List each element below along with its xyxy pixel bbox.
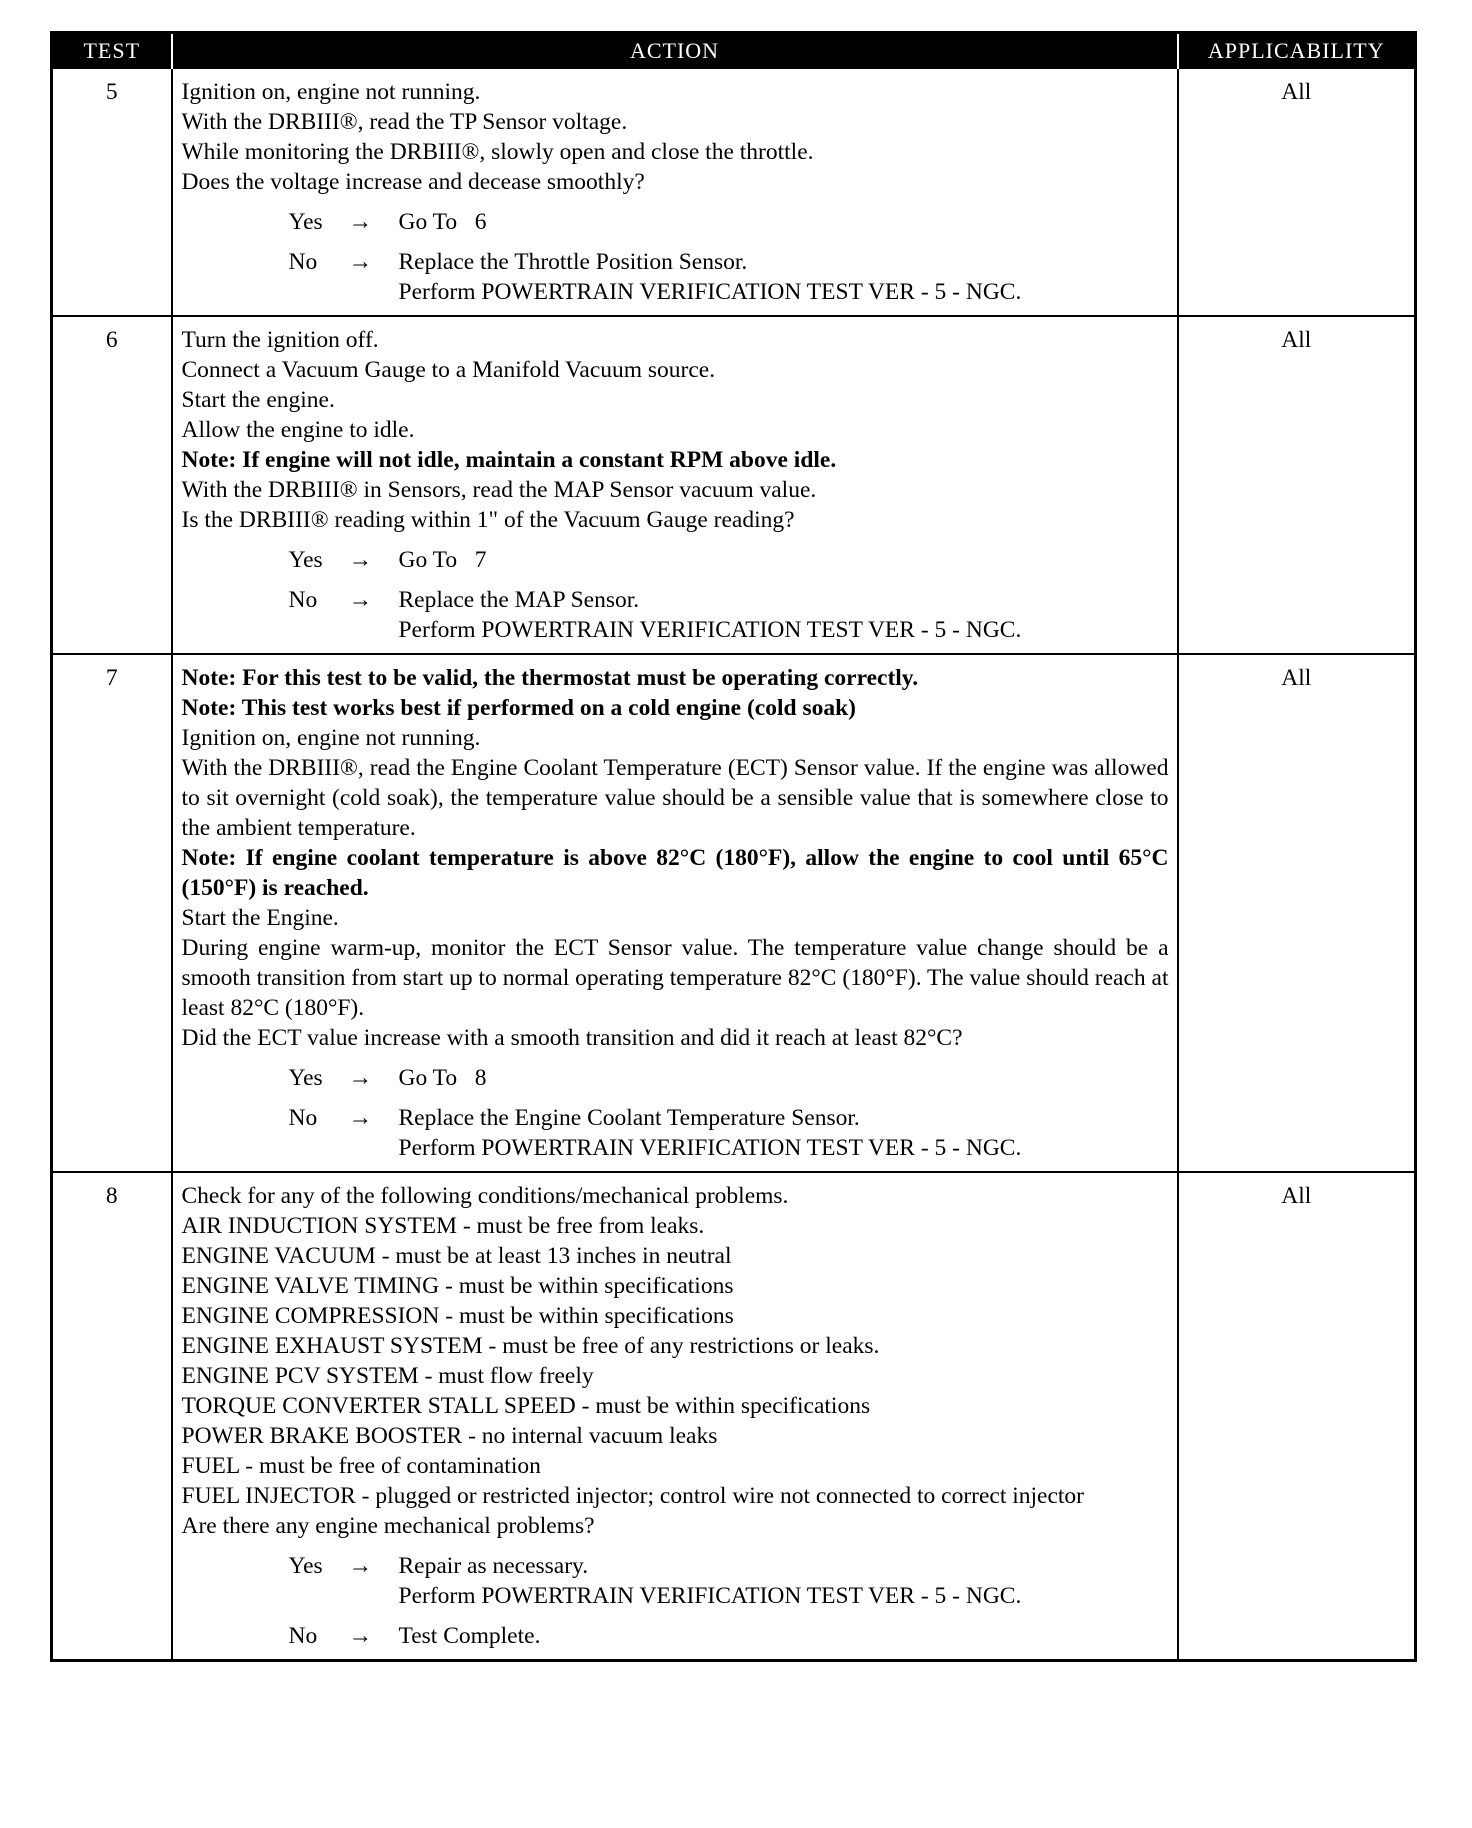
- test-action: [172, 68, 1178, 316]
- action-line: Check for any of the following conditions/mechanical problems.: [181, 1183, 789, 1209]
- no-label: No: [288, 1623, 318, 1649]
- action-line: AIR INDUCTION SYSTEM - must be free from leaks.: [181, 1213, 705, 1239]
- yes-label: Yes: [288, 547, 323, 573]
- test-number: 5: [52, 68, 172, 316]
- yes-action-followup: Perform POWERTRAIN VERIFICATION TEST VER - 5 - NGC.: [398, 1583, 1022, 1609]
- yes-action: Go To 7: [398, 547, 487, 573]
- action-line: Is the DRBIII® reading within 1" of the Vacuum Gauge reading?: [181, 507, 795, 533]
- test-applicability: All: [1178, 654, 1416, 1172]
- action-line: During engine warm-up, monitor the ECT Sensor value. The temperature value change should be a smooth transition from start up to normal operating temperature 82°C (180°F). The value should reach at least 82°C (180°F).: [181, 935, 1169, 1021]
- test-action: [172, 1172, 1178, 1661]
- table-row: [52, 68, 1416, 316]
- action-note: Note: If engine will not idle, maintain a constant RPM above idle.: [181, 447, 837, 473]
- yes-action: Go To 8: [398, 1065, 487, 1091]
- action-line: FUEL - must be free of contamination: [181, 1453, 541, 1479]
- no-action-followup: Perform POWERTRAIN VERIFICATION TEST VER - 5 - NGC.: [398, 279, 1022, 305]
- arrow-icon: →: [348, 249, 372, 275]
- action-line: ENGINE COMPRESSION - must be within specifications: [181, 1303, 734, 1329]
- no-label: No: [288, 249, 318, 275]
- test-action: [172, 316, 1178, 654]
- no-branch: [182, 247, 1169, 307]
- action-line: FUEL INJECTOR - plugged or restricted injector; control wire not connected to correct injector: [181, 1483, 1085, 1509]
- yes-branch: [182, 207, 1169, 237]
- header-applicability: APPLICABILITY: [1178, 33, 1416, 69]
- action-line: Are there any engine mechanical problems?: [181, 1513, 595, 1539]
- test-number: 7: [52, 654, 172, 1172]
- test-number: 6: [52, 316, 172, 654]
- action-line: TORQUE CONVERTER STALL SPEED - must be within specifications: [181, 1393, 871, 1419]
- test-applicability: All: [1178, 68, 1416, 316]
- action-line: ENGINE PCV SYSTEM - must flow freely: [181, 1363, 594, 1389]
- arrow-icon: →: [348, 1623, 372, 1649]
- action-line: Turn the ignition off.: [181, 327, 379, 353]
- table-row: [52, 654, 1416, 1172]
- action-line: With the DRBIII®, read the Engine Coolant Temperature (ECT) Sensor value. If the engine was allowed to sit overnight (cold soak), the temperature value should be a sensible value that is somewhere close to the ambient temperature.: [181, 755, 1169, 841]
- test-action: [172, 654, 1178, 1172]
- action-line: Does the voltage increase and decease smoothly?: [181, 169, 645, 195]
- arrow-icon: →: [348, 1553, 372, 1579]
- arrow-icon: →: [348, 1065, 372, 1091]
- test-applicability: All: [1178, 1172, 1416, 1661]
- no-branch: [182, 1621, 1169, 1651]
- no-label: No: [288, 587, 318, 613]
- yes-action: Go To 6: [398, 209, 487, 235]
- header-action: ACTION: [172, 33, 1178, 69]
- table-row: [52, 316, 1416, 654]
- yes-label: Yes: [288, 1065, 323, 1091]
- action-line: Start the Engine.: [181, 905, 339, 931]
- no-action: Replace the Engine Coolant Temperature Sensor.: [398, 1105, 860, 1131]
- action-note: Note: If engine coolant temperature is above 82°C (180°F), allow the engine to cool until 65°C (150°F) is reached.: [181, 845, 1169, 901]
- arrow-icon: →: [348, 547, 372, 573]
- action-line: With the DRBIII®, read the TP Sensor voltage.: [181, 109, 628, 135]
- no-action: Replace the MAP Sensor.: [398, 587, 640, 613]
- arrow-icon: →: [348, 587, 372, 613]
- action-line: Ignition on, engine not running.: [181, 79, 481, 105]
- action-note: Note: This test works best if performed on a cold engine (cold soak): [181, 695, 857, 721]
- arrow-icon: →: [348, 1105, 372, 1131]
- table-header-row: [52, 33, 1416, 69]
- action-line: While monitoring the DRBIII®, slowly open and close the throttle.: [181, 139, 814, 165]
- yes-branch: [182, 545, 1169, 575]
- action-line: Start the engine.: [181, 387, 335, 413]
- action-line: Allow the engine to idle.: [181, 417, 415, 443]
- yes-label: Yes: [288, 1553, 323, 1579]
- no-label: No: [288, 1105, 318, 1131]
- action-note: Note: For this test to be valid, the thermostat must be operating correctly.: [181, 665, 919, 691]
- diagnostic-test-table: [50, 31, 1417, 1662]
- action-line: ENGINE EXHAUST SYSTEM - must be free of any restrictions or leaks.: [181, 1333, 880, 1359]
- action-line: ENGINE VALVE TIMING - must be within specifications: [181, 1273, 734, 1299]
- no-action-followup: Perform POWERTRAIN VERIFICATION TEST VER - 5 - NGC.: [398, 617, 1022, 643]
- no-action-followup: Perform POWERTRAIN VERIFICATION TEST VER - 5 - NGC.: [398, 1135, 1022, 1161]
- yes-branch: [182, 1551, 1169, 1611]
- no-action: Replace the Throttle Position Sensor.: [398, 249, 748, 275]
- test-number: 8: [52, 1172, 172, 1661]
- test-applicability: All: [1178, 316, 1416, 654]
- yes-branch: [182, 1063, 1169, 1093]
- header-test: TEST: [52, 33, 172, 69]
- action-line: ENGINE VACUUM - must be at least 13 inches in neutral: [181, 1243, 732, 1269]
- action-line: POWER BRAKE BOOSTER - no internal vacuum leaks: [181, 1423, 718, 1449]
- action-line: Connect a Vacuum Gauge to a Manifold Vacuum source.: [181, 357, 716, 383]
- action-line: Did the ECT value increase with a smooth transition and did it reach at least 82°C?: [181, 1025, 963, 1051]
- arrow-icon: →: [348, 209, 372, 235]
- action-line: Ignition on, engine not running.: [181, 725, 481, 751]
- yes-action: Repair as necessary.: [398, 1553, 589, 1579]
- no-branch: [182, 585, 1169, 645]
- yes-label: Yes: [288, 209, 323, 235]
- table-row: [52, 1172, 1416, 1661]
- action-line: With the DRBIII® in Sensors, read the MAP Sensor vacuum value.: [181, 477, 817, 503]
- no-action: Test Complete.: [398, 1623, 541, 1649]
- no-branch: [182, 1103, 1169, 1163]
